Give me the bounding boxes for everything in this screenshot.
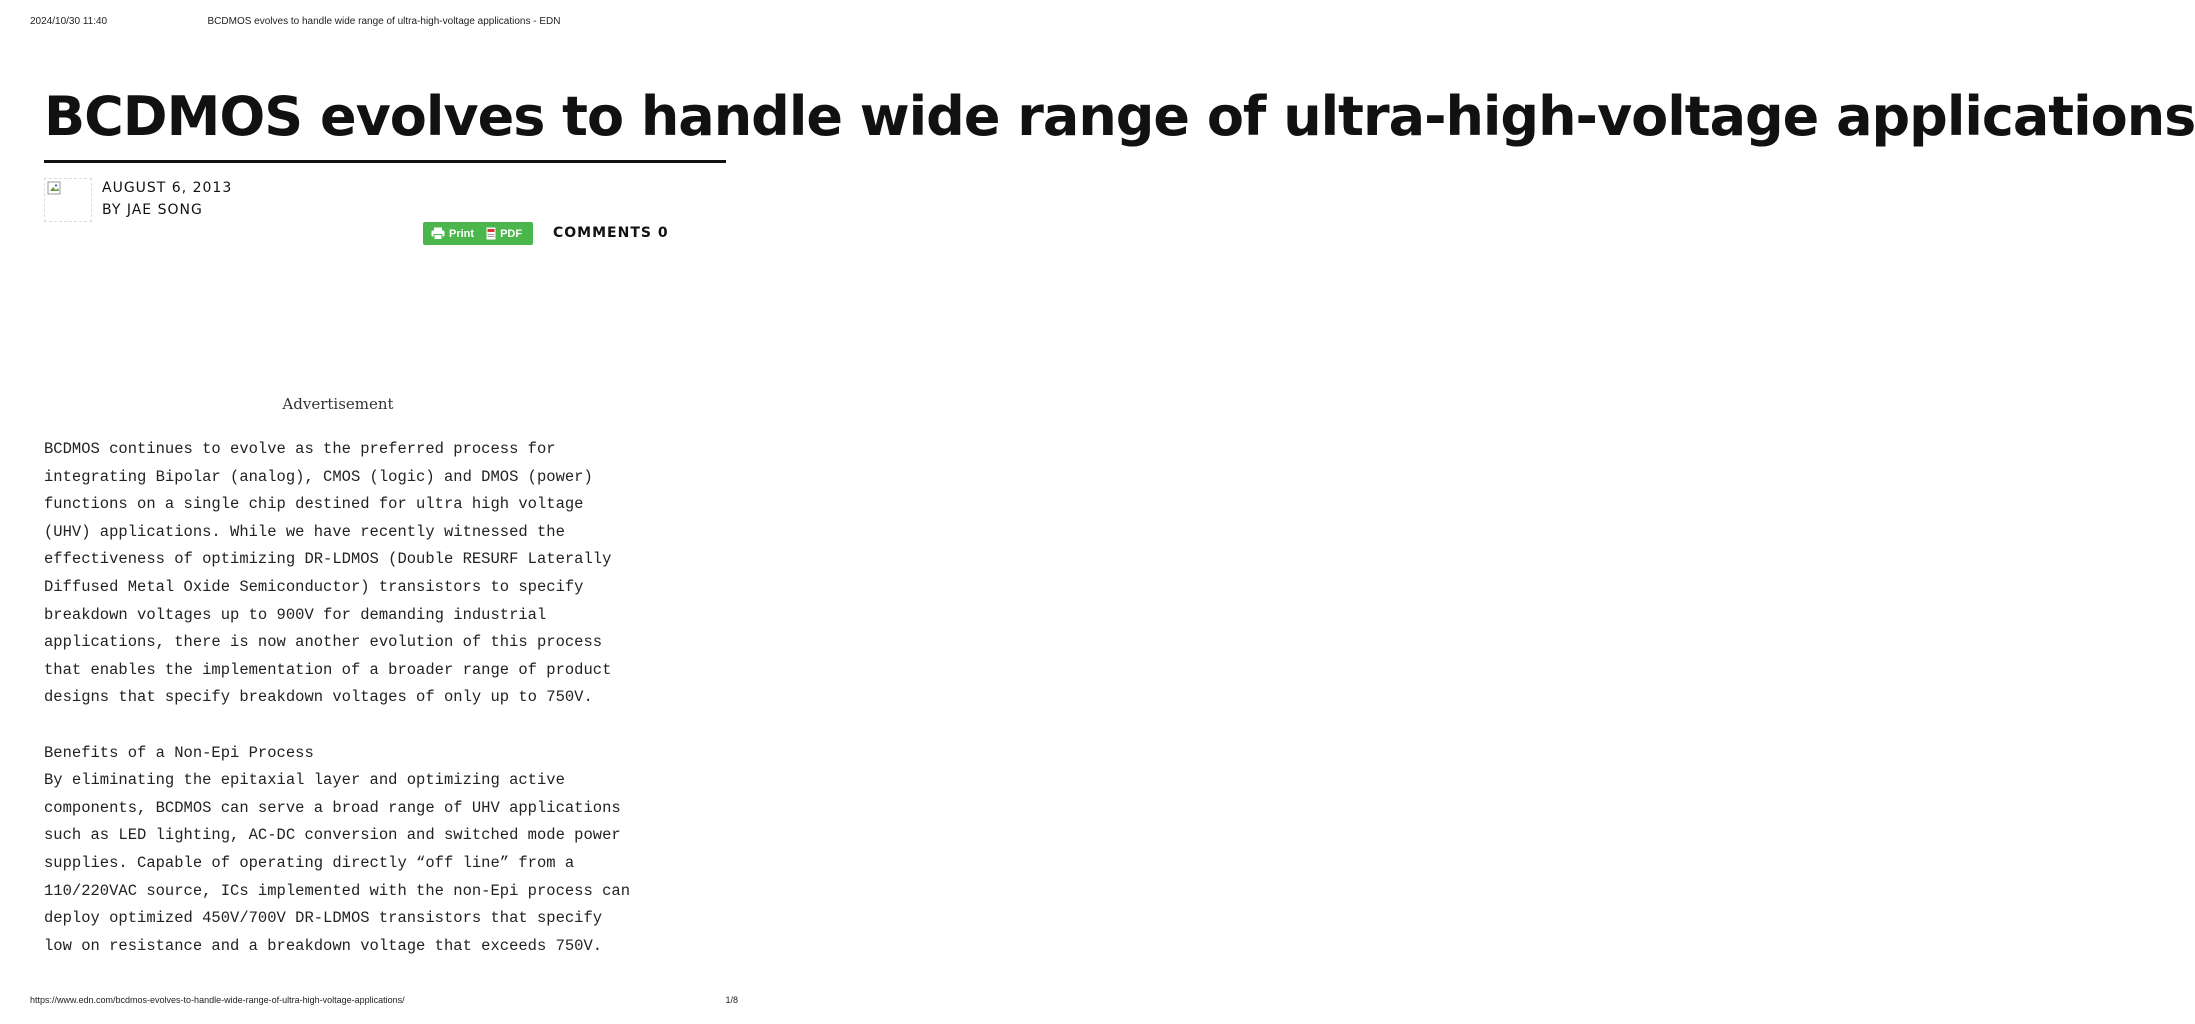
section-line: such as LED lighting, AC-DC conversion and switched mode power xyxy=(44,826,621,845)
section-line: components, BCDMOS can serve a broad range of UHV applications xyxy=(44,798,621,817)
body-line: BCDMOS continues to evolve as the preferred process for xyxy=(44,440,556,458)
page-number: 1/8 xyxy=(725,995,738,1005)
article-date: AUGUST 6, 2013 xyxy=(102,180,233,196)
body-line: (UHV) applications. While we have recently witnessed the xyxy=(44,522,565,541)
broken-image-icon xyxy=(47,181,63,197)
section-line: low on resistance and a breakdown voltage that exceeds 750V. xyxy=(44,936,603,955)
article-title: BCDMOS evolves to handle wide range of ultra-high-voltage applications xyxy=(44,85,2195,148)
article-title-container xyxy=(44,82,2195,152)
advertisement-label: Advertisement xyxy=(282,395,394,413)
pdf-label: PDF xyxy=(500,227,523,240)
body-line: that enables the implementation of a broader range of product xyxy=(44,660,612,679)
section-heading: Benefits of a Non-Epi Process xyxy=(44,743,314,762)
body-line: designs that specify breakdown voltages of only up to 750V. xyxy=(44,688,593,707)
print-page-title: BCDMOS evolves to handle wide range of ultra-high-voltage applications - EDN xyxy=(207,16,561,27)
section-line: deploy optimized 450V/700V DR-LDMOS transistors that specify xyxy=(44,909,603,928)
body-line: applications, there is now another evolution of this process xyxy=(44,633,603,652)
print-pdf-button[interactable] xyxy=(423,222,533,245)
section-line: By eliminating the epitaxial layer and optimizing active xyxy=(44,771,565,790)
print-datetime: 2024/10/30 11:40 xyxy=(30,16,108,27)
body-line: Diffused Metal Oxide Semiconductor) transistors to specify xyxy=(44,577,584,596)
article-author[interactable]: BY JAE SONG xyxy=(102,202,203,218)
print-label: Print xyxy=(449,227,475,240)
section-line: supplies. Capable of operating directly “off line” from a xyxy=(44,853,575,872)
printer-icon xyxy=(431,227,445,240)
section-line: 110/220VAC source, ICs implemented with the non-Epi process can xyxy=(44,881,630,900)
author-avatar xyxy=(44,178,92,222)
comments-link[interactable]: COMMENTS 0 xyxy=(553,225,669,241)
body-line: breakdown voltages up to 900V for demanding industrial xyxy=(44,605,547,624)
article-body xyxy=(44,436,684,960)
body-line: functions on a single chip destined for ultra high voltage xyxy=(44,495,584,514)
body-line: effectiveness of optimizing DR-LDMOS (Double RESURF Laterally xyxy=(44,550,612,569)
title-divider xyxy=(44,160,726,163)
pdf-icon xyxy=(486,227,496,240)
body-line: integrating Bipolar (analog), CMOS (logic) and DMOS (power) xyxy=(44,467,593,486)
print-url: https://www.edn.com/bcdmos-evolves-to-handle-wide-range-of-ultra-high-voltage-applications/ xyxy=(30,995,405,1005)
paragraph-gap xyxy=(44,712,684,740)
